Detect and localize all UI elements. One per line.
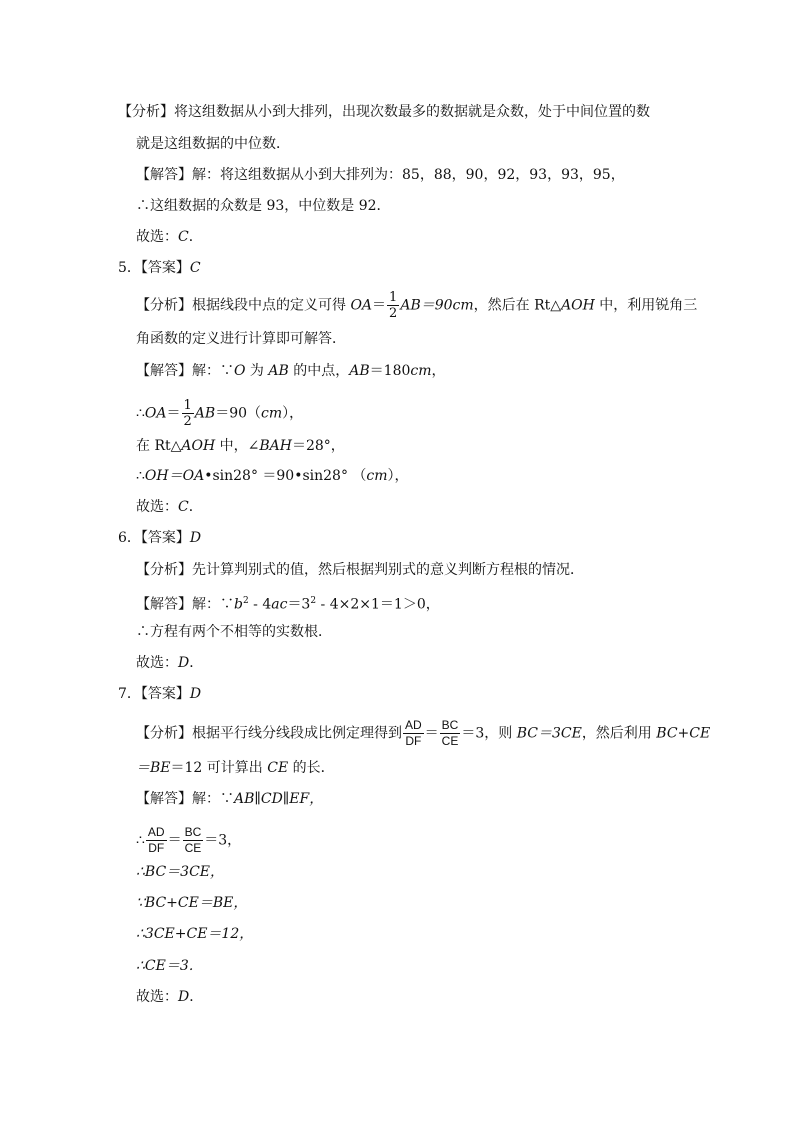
fraction-bc-ce: $\frac{BC}{CE}$ [184,825,202,855]
answer-tag: 【答案】 [140,260,190,276]
q4-analysis-line1: 【分析】将这组数据从小到大排列，出现次数最多的数据就是众数，处于中间位置的数 [118,104,650,120]
q4-choice: 故选：C． [136,229,203,245]
q7-analysis-line2: ＝BE＝12 可计算出 CE 的长． [136,760,335,776]
fraction-bc-ce: $\frac{BC}{CE}$ [441,718,459,748]
q7-solution-line4: ∵BC+CE＝BE， [136,895,248,911]
answer-tag: 【答案】 [140,686,190,702]
analysis-tag: 【分析】 [118,104,174,120]
answer-tag: 【答案】 [140,530,190,546]
answer-value: D [189,686,202,702]
q7-answer-line [118,684,201,704]
q7-solution-line3: ∴BC＝3CE， [136,864,225,880]
q7-analysis-line1: 【分析】根据平行线分线段成比例定理得到 $\frac{AD}{DF}$ ＝ $\frac{BC}{CE}$ ＝3，则 BC＝3CE，然后利用 BC+CE [136,718,711,748]
q6-choice: 故选：D． [136,655,204,671]
q6-answer-line [118,528,201,548]
answer-value: C [189,260,201,276]
fraction-half: $\frac{1}{2}$ [183,398,192,429]
q4-analysis-line2: 就是这组数据的中位数． [136,136,290,152]
q5-analysis-line2: 角函数的定义进行计算即可解答． [136,331,346,347]
q4-solution-line2: ∴这组数据的众数是 93，中位数是 92． [136,198,391,214]
q6-analysis-line1: 【分析】先计算判别式的值，然后根据判别式的意义判断方程根的情况． [136,562,584,578]
fraction-ad-df: $\frac{AD}{DF}$ [147,825,165,855]
answer-value: D [189,530,202,546]
q7-solution-line2: ∴ $\frac{AD}{DF}$ ＝ $\frac{BC}{CE}$ ＝3， [136,825,242,855]
q7-solution-line6: ∴CE＝3． [136,958,203,974]
question-number: 7． [118,686,141,702]
question-number: 5． [118,260,141,276]
q5-oh-line: ∴OH＝OA•sin28° ＝90•sin28° （cm）， [136,468,409,484]
q5-analysis-line1: 【分析】根据线段中点的定义可得 OA＝ $\frac{1}{2}$ AB＝90cm，然后在 Rt△AOH 中，利用锐角三 [136,290,698,321]
q4-solution-line1: 【解答】解：将这组数据从小到大排列为：85，88，90，92，93，93，95， [136,167,625,183]
fraction-half: $\frac{1}{2}$ [389,290,398,321]
q6-solution-line1: 【解答】解：$\because b^2 - 4ac=3^2 - 4\times 2\times 1=1>0$， [136,596,440,613]
q5-answer-line [118,258,201,278]
q6-solution-line2: ∴方程有两个不相等的实数根． [136,624,332,640]
solution-tag: 【解答】 [136,167,192,183]
q7-solution-line1: 【解答】解：∵AB∥CD∥EF， [136,791,324,807]
fraction-ad-df: $\frac{AD}{DF}$ [405,718,422,748]
q7-choice: 故选：D． [136,989,204,1005]
q5-solution-line1: 【解答】解：∵O 为 AB 的中点，AB＝180cm， [136,363,446,379]
question-number: 6． [118,530,141,546]
q5-angle-line: 在 Rt△AOH 中，∠BAH＝28°， [136,438,345,454]
q5-choice: 故选：C． [136,499,203,515]
q5-oa-line: ∴OA＝ $\frac{1}{2}$ AB＝90（cm）， [136,398,304,429]
q7-solution-line5: ∴3CE+CE＝12， [136,926,254,942]
